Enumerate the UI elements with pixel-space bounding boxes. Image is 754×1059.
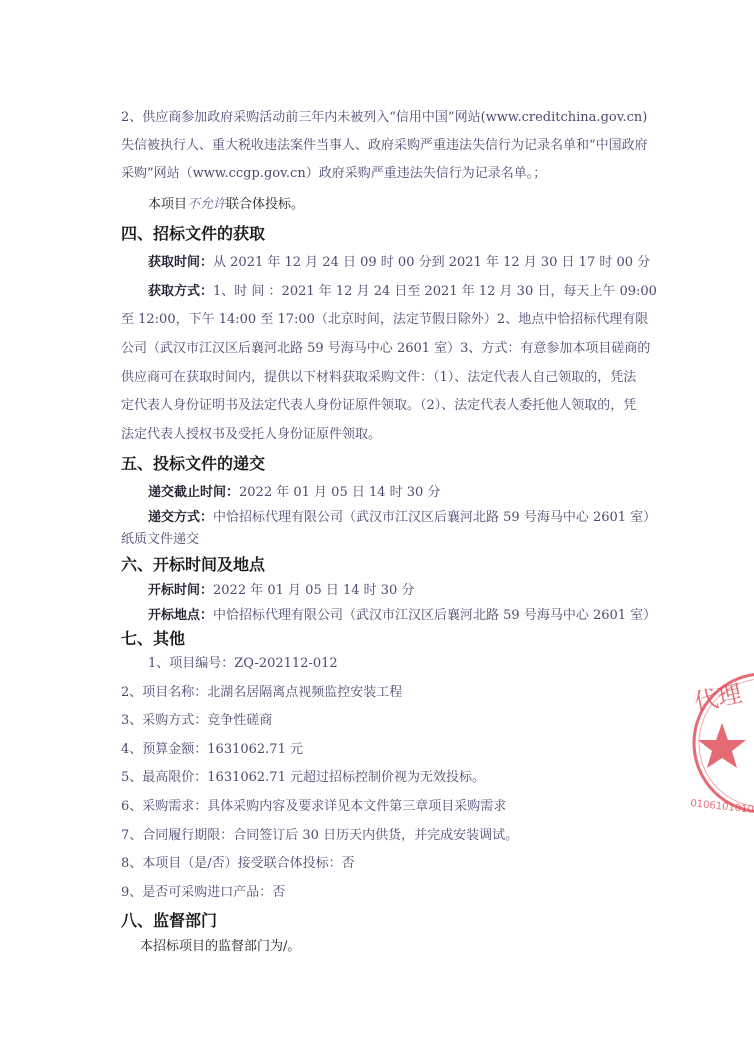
opening-time-value: 2022 年 01 月 05 日 14 时 30 分	[213, 583, 415, 598]
submission-method-line-2: 纸质文件递交	[121, 532, 200, 547]
acquisition-method-line-6: 法定代表人授权书及受托人身份证原件领取。	[121, 427, 382, 442]
list-item: 1、项目编号：ZQ-202112-012	[148, 656, 338, 671]
opening-place-line	[148, 608, 656, 624]
section-8-heading: 八、监督部门	[121, 911, 218, 930]
official-seal-stamp	[688, 668, 754, 818]
list-item: 7、合同履行期限：合同签订后 30 日历天内供货，并完成安装调试。	[121, 828, 519, 843]
section-4-heading: 四、招标文件的获取	[121, 224, 266, 243]
deadline-line	[148, 485, 440, 501]
list-item: 6、采购需求：具体采购内容及要求详见本文件第三章项目采购需求	[121, 799, 507, 814]
submission-method-value: 中恰招标代理有限公司（武汉市江汉区后襄河北路 59 号海马中心 2601 室）	[213, 510, 657, 525]
list-item: 3、采购方式：竞争性磋商	[121, 713, 273, 728]
submission-method-line	[148, 510, 656, 526]
list-item: 8、本项目（是/否）接受联合体投标：否	[121, 856, 355, 871]
seal-top-text: 代理	[691, 679, 745, 717]
sec3-line-1: 2、供应商参加政府采购活动前三年内未被列入“信用中国”网站(www.creditchina.gov.cn)	[121, 110, 648, 125]
consortium-prefix: 本项目	[148, 197, 188, 212]
consortium-suffix: 联合体投标。	[226, 197, 305, 212]
sec3-line-2: 失信被执行人、重大税收违法案件当事人、政府采购严重违法失信行为记录名单和“中国政府	[121, 138, 648, 153]
list-item: 9、是否可采购进口产品：否	[121, 885, 286, 900]
acquisition-method-line-2: 至 12:00，下午 14:00 至 17:00（北京时间，法定节假日除外）2、地点中恰招标代理有限	[121, 312, 649, 327]
acquisition-method-line-5: 定代表人身份证明书及法定代表人身份证原件领取。（2）、法定代表人委托他人领取的，凭	[121, 398, 637, 413]
acquisition-method-line-4: 供应商可在获取时间内，提供以下材料获取采购文件：（1）、法定代表人自己领取的，凭法	[121, 370, 637, 385]
section-7-heading: 七、其他	[121, 629, 186, 648]
deadline-label: 递交截止时间：	[148, 485, 240, 500]
section-6-heading: 六、开标时间及地点	[121, 555, 266, 574]
submission-method-label: 递交方式：	[148, 510, 214, 525]
opening-time-line	[148, 583, 414, 599]
seal-star	[698, 723, 746, 768]
sec3-line-3: 采购”网站（www.ccgp.gov.cn）政府采购严重违法失信行为记录名单。；	[121, 166, 547, 181]
consortium-line	[148, 197, 304, 213]
opening-time-label: 开标时间：	[148, 583, 214, 598]
acquisition-method-text-1: 1、时 间 ：2021 年 12 月 24 日至 2021 年 12 月 30 日，每天上午 09:00	[213, 284, 657, 299]
opening-place-value: 中恰招标代理有限公司（武汉市江汉区后襄河北路 59 号海马中心 2601 室）	[213, 608, 657, 623]
opening-place-label: 开标地点：	[148, 608, 214, 623]
acquisition-time-line	[148, 255, 650, 271]
acquisition-method-line-1	[148, 284, 657, 300]
acquisition-time-label: 获取时间：	[148, 255, 214, 270]
seal-bottom-text: 0106101010	[689, 798, 754, 816]
acquisition-method-line-3: 公司（武汉市江汉区后襄河北路 59 号海马中心 2601 室）3、方式：有意参加本项目磋商的	[121, 341, 651, 356]
consortium-status: 不允许	[187, 197, 227, 212]
section-5-heading: 五、投标文件的递交	[121, 454, 266, 473]
list-item: 4、预算金额：1631062.71 元	[121, 742, 303, 757]
deadline-value: 2022 年 01 月 05 日 14 时 30 分	[239, 485, 441, 500]
supervision-text: 本招标项目的监督部门为/。	[140, 939, 301, 954]
list-item: 2、项目名称：北湖名居隔离点视频监控安装工程	[121, 685, 403, 700]
list-item: 5、最高限价：1631062.71 元超过招标控制价视为无效投标。	[121, 770, 485, 785]
acquisition-time-value: 从 2021 年 12 月 24 日 09 时 00 分到 2021 年 12 月 30 日 17 时 00 分	[213, 255, 651, 270]
acquisition-method-label: 获取方式：	[148, 284, 214, 299]
